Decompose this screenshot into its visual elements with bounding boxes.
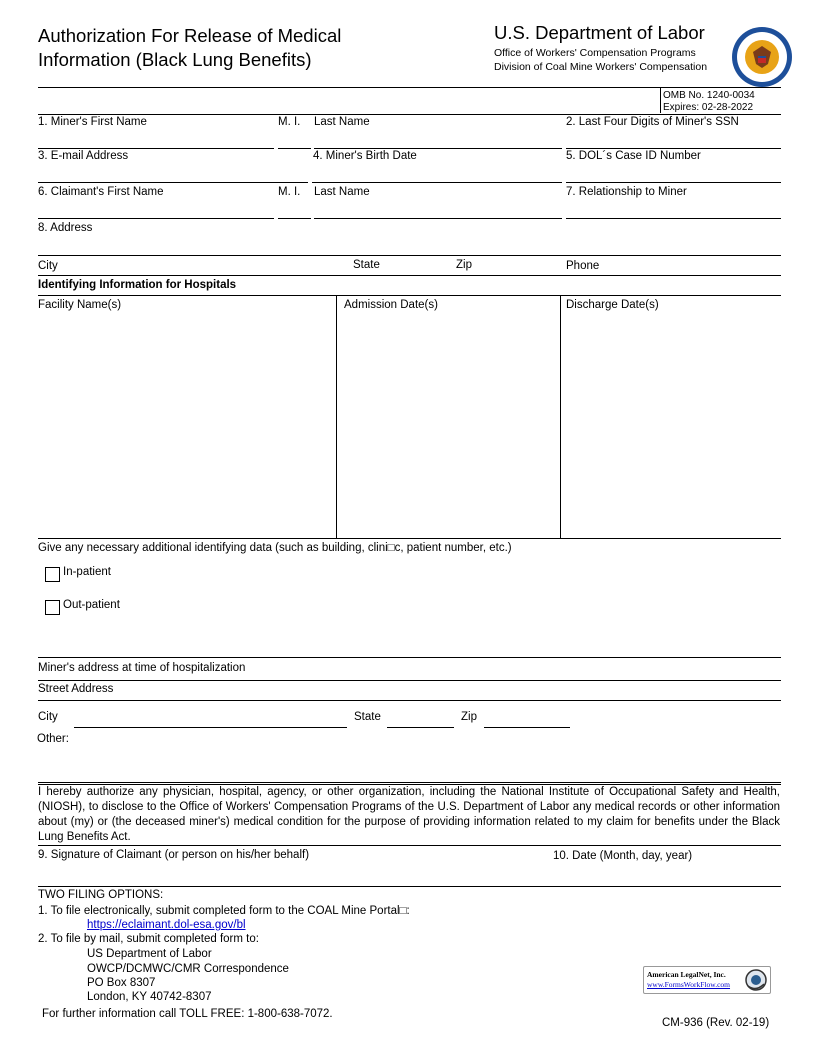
other-input[interactable] [72,733,772,779]
form-number: CM-936 (Rev. 02-19) [662,1017,770,1029]
claimant-first-name-input[interactable] [38,218,274,219]
admission-date-input[interactable] [339,316,558,534]
vendor-globe-icon [744,968,768,992]
city-label: City [38,260,58,272]
zip-label: Zip [456,259,472,271]
form-title [38,24,341,72]
miner-last-name-label: Last Name [314,116,370,128]
case-id-input[interactable] [566,182,781,183]
street-address-input[interactable] [38,700,781,701]
hosp-city-label: City [38,711,58,723]
mail-address-line3: PO Box 8307 [87,977,156,989]
case-id-label: 5. DOL´s Case ID Number [566,150,701,162]
claimant-last-name-input[interactable] [314,218,562,219]
mail-address-line4: London, KY 40742-8307 [87,991,212,1003]
claimant-mi-label: M. I. [278,186,301,198]
vendor-url[interactable]: www.FormsWorkFlow.com [647,980,731,989]
signature-input[interactable] [38,863,538,885]
claimant-mi-input[interactable] [278,218,311,219]
ssn-input[interactable] [566,148,781,149]
portal-link[interactable]: https://eclaimant.dol-esa.gov/bl [87,919,246,931]
hosp-zip-label: Zip [461,711,477,723]
hosp-zip-input[interactable] [484,727,570,728]
discharge-date-header: Discharge Date(s) [566,299,659,311]
claimant-last-name-label: Last Name [314,186,370,198]
omb-expiration: Expires: 02-28-2022 [663,102,754,113]
toll-free-info: For further information call TOLL FREE: 1-800-638-7072. [42,1008,333,1020]
miner-first-name-input[interactable] [38,148,274,149]
division-name: Division of Coal Mine Workers' Compensation [494,61,708,73]
birth-date-input[interactable] [312,182,562,183]
mail-address-line1: US Department of Labor [87,948,212,960]
birth-date-label: 4. Miner's Birth Date [313,150,417,162]
filing-option-1: 1. To file electronically, submit completed form to the COAL Mine Portal□: [38,905,410,917]
inpatient-checkbox[interactable] [45,567,60,582]
ssn-label: 2. Last Four Digits of Miner's SSN [566,116,739,128]
date-label: 10. Date (Month, day, year) [553,850,693,862]
hospitals-heading: Identifying Information for Hospitals [38,279,237,291]
address-label: 8. Address [38,222,93,234]
facility-name-header: Facility Name(s) [38,299,122,311]
claimant-first-name-label: 6. Claimant's First Name [38,186,164,198]
admission-date-header: Admission Date(s) [344,299,438,311]
office-name: Office of Workers' Compensation Programs [494,47,696,59]
additional-data-label: Give any necessary additional identifying data (such as building, clini□c, patient number, etc.) [38,542,512,554]
miner-mi-label: M. I. [278,116,301,128]
miner-mi-input[interactable] [278,148,311,149]
hosp-state-input[interactable] [387,727,454,728]
mail-address-line2: OWCP/DCMWC/CMR Correspondence [87,963,289,975]
street-address-label: Street Address [38,683,114,695]
vendor-logo [643,966,771,994]
outpatient-label: Out-patient [63,599,120,611]
email-input[interactable] [38,182,308,183]
email-label: 3. E-mail Address [38,150,129,162]
filing-heading: TWO FILING OPTIONS: [38,889,164,901]
agency-name: U.S. Department of Labor [494,22,705,43]
relationship-label: 7. Relationship to Miner [566,186,687,198]
form-title-line2: Information (Black Lung Benefits) [38,49,312,70]
miner-last-name-input[interactable] [314,148,562,149]
phone-label: Phone [566,260,600,272]
filing-option-2: 2. To file by mail, submit completed form to: [38,933,259,945]
hosp-city-input[interactable] [74,727,347,728]
inpatient-label: In-patient [63,566,111,578]
vendor-name: American LegalNet, Inc. [647,970,726,979]
authorization-statement: I hereby authorize any physician, hospital, agency, or other organization, including the National Institute of Occupational Safety and Health, (NIOSH), to disclose to the Office of Workers' Compensation Programs of the U.S. Department of Labor any medical records or other information about (my) or (the deceased miner's) medical condition for the purpose of providing information related to my claim for benefits under the Black Lung Benefits Act. [38,786,780,843]
relationship-input[interactable] [566,218,781,219]
discharge-date-input[interactable] [563,316,779,534]
omb-number: OMB No. 1240-0034 [663,90,755,101]
signature-label: 9. Signature of Claimant (or person on his/her behalf) [38,849,310,861]
outpatient-checkbox[interactable] [45,600,60,615]
state-label: State [353,259,380,271]
miner-first-name-label: 1. Miner's First Name [38,116,147,128]
form-title-line1: Authorization For Release of Medical [38,25,342,46]
hosp-address-heading: Miner's address at time of hospitalization [38,662,246,674]
other-label: Other: [37,733,69,745]
facility-name-input[interactable] [40,316,334,534]
hosp-state-label: State [354,711,381,723]
signature-date-input[interactable] [553,866,779,886]
dol-seal-icon [731,26,793,88]
address-input[interactable] [38,255,781,256]
